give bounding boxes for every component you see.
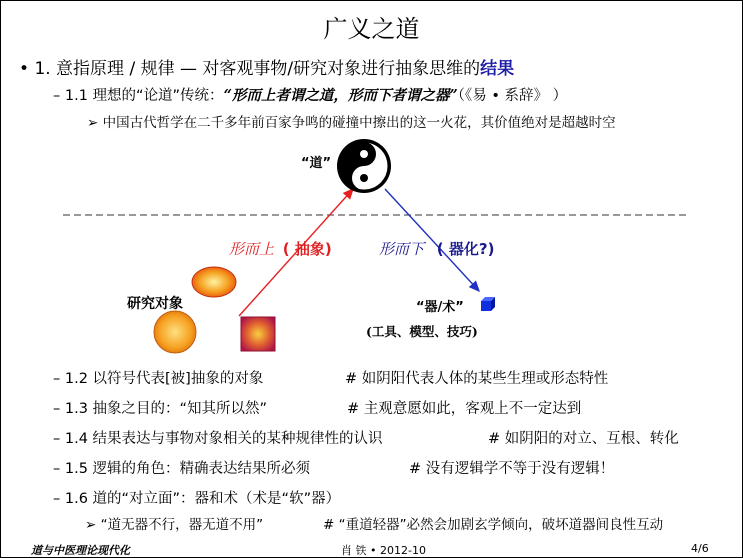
point-1-4	[53, 427, 383, 448]
page-number: 4/6	[691, 542, 709, 555]
point-1-1-sub-text: 中国古代哲学在二千多年前百家争鸣的碰撞中擦出的这一火花，其价值绝对是超越时空	[102, 115, 616, 131]
point-1-2-note: # 如阴阳代表人体的某些生理或形态特性	[345, 371, 609, 387]
point-1-3-note: # 主观意愿如此，客观上不一定达到	[347, 401, 582, 417]
point-1-6-sub-note: # “重道轻器”必然会加剧玄学倾向，破坏道器间良性互动	[323, 517, 664, 533]
point-1-5	[53, 457, 310, 478]
upward-label-text: 形而上	[229, 240, 275, 258]
qi-label: “器/术”	[416, 300, 464, 315]
arrow-bullet: ➢	[87, 115, 99, 131]
dash: –	[53, 491, 61, 507]
upward-label	[229, 238, 332, 259]
point-1-2	[53, 367, 263, 388]
dao-label: “道”	[301, 156, 332, 171]
point-text: 1.3 抽象之目的：“知其所以然”	[64, 401, 268, 417]
point-text: 1.4 结果表达与事物对象相关的某种规律性的认识	[64, 431, 383, 447]
orange-circle-shape	[154, 311, 196, 353]
dash: –	[53, 461, 61, 477]
point-1-1-source: （《易 • 系辞》 ）	[457, 88, 568, 104]
point-text: 1.2 以符号代表[被]抽象的对象	[64, 371, 264, 387]
point-1-1-quote: “形而上者谓之道，形而下者谓之器”	[223, 87, 458, 104]
downward-label-paren: ( 器化?)	[436, 240, 495, 258]
orange-ellipse-shape	[192, 267, 236, 297]
point-1-6-sub-text: “道无器不行，器无道不用”	[100, 517, 264, 533]
point-1-3	[53, 397, 267, 418]
point-1-text: 1. 意指原理 / 规律 — 对客观事物/研究对象进行抽象思维的	[34, 59, 481, 79]
dash: –	[53, 401, 61, 417]
point-1-1-text: 1.1 理想的“论道”传统：	[64, 88, 224, 104]
dash: –	[53, 371, 61, 387]
point-1-4-note: # 如阴阳的对立、互根、转化	[488, 431, 679, 447]
qi-sub-label: (工具、模型、技巧)	[366, 324, 478, 339]
point-text: 1.5 逻辑的角色：精确表达结果所必须	[64, 461, 311, 477]
point-1-emphasis: 结果	[480, 59, 515, 79]
upward-label-paren: ( 抽象)	[282, 240, 332, 258]
arrow-bullet: ➢	[85, 517, 97, 533]
bullet: •	[19, 59, 30, 79]
downward-label-text: 形而下	[379, 240, 425, 258]
point-1-5-note: # 没有逻辑学不等于没有逻辑！	[409, 461, 615, 477]
slide-title: 广义之道	[323, 15, 420, 43]
footer-center: 肖 铁 • 2012-10	[341, 544, 426, 557]
dash: –	[53, 431, 61, 447]
gradient-square-shape	[241, 317, 275, 351]
dash: –	[53, 88, 61, 104]
downward-label	[379, 238, 494, 259]
point-1-6	[53, 487, 340, 508]
research-object-label: 研究对象	[127, 296, 183, 312]
point-1-6-sub	[85, 513, 263, 533]
blue-cube-icon	[481, 297, 495, 311]
yin-yang-icon	[337, 139, 391, 193]
footer-left: 道与中医理论现代化	[31, 544, 130, 557]
point-text: 1.6 道的“对立面”：器和术（术是“软”器）	[64, 491, 341, 507]
